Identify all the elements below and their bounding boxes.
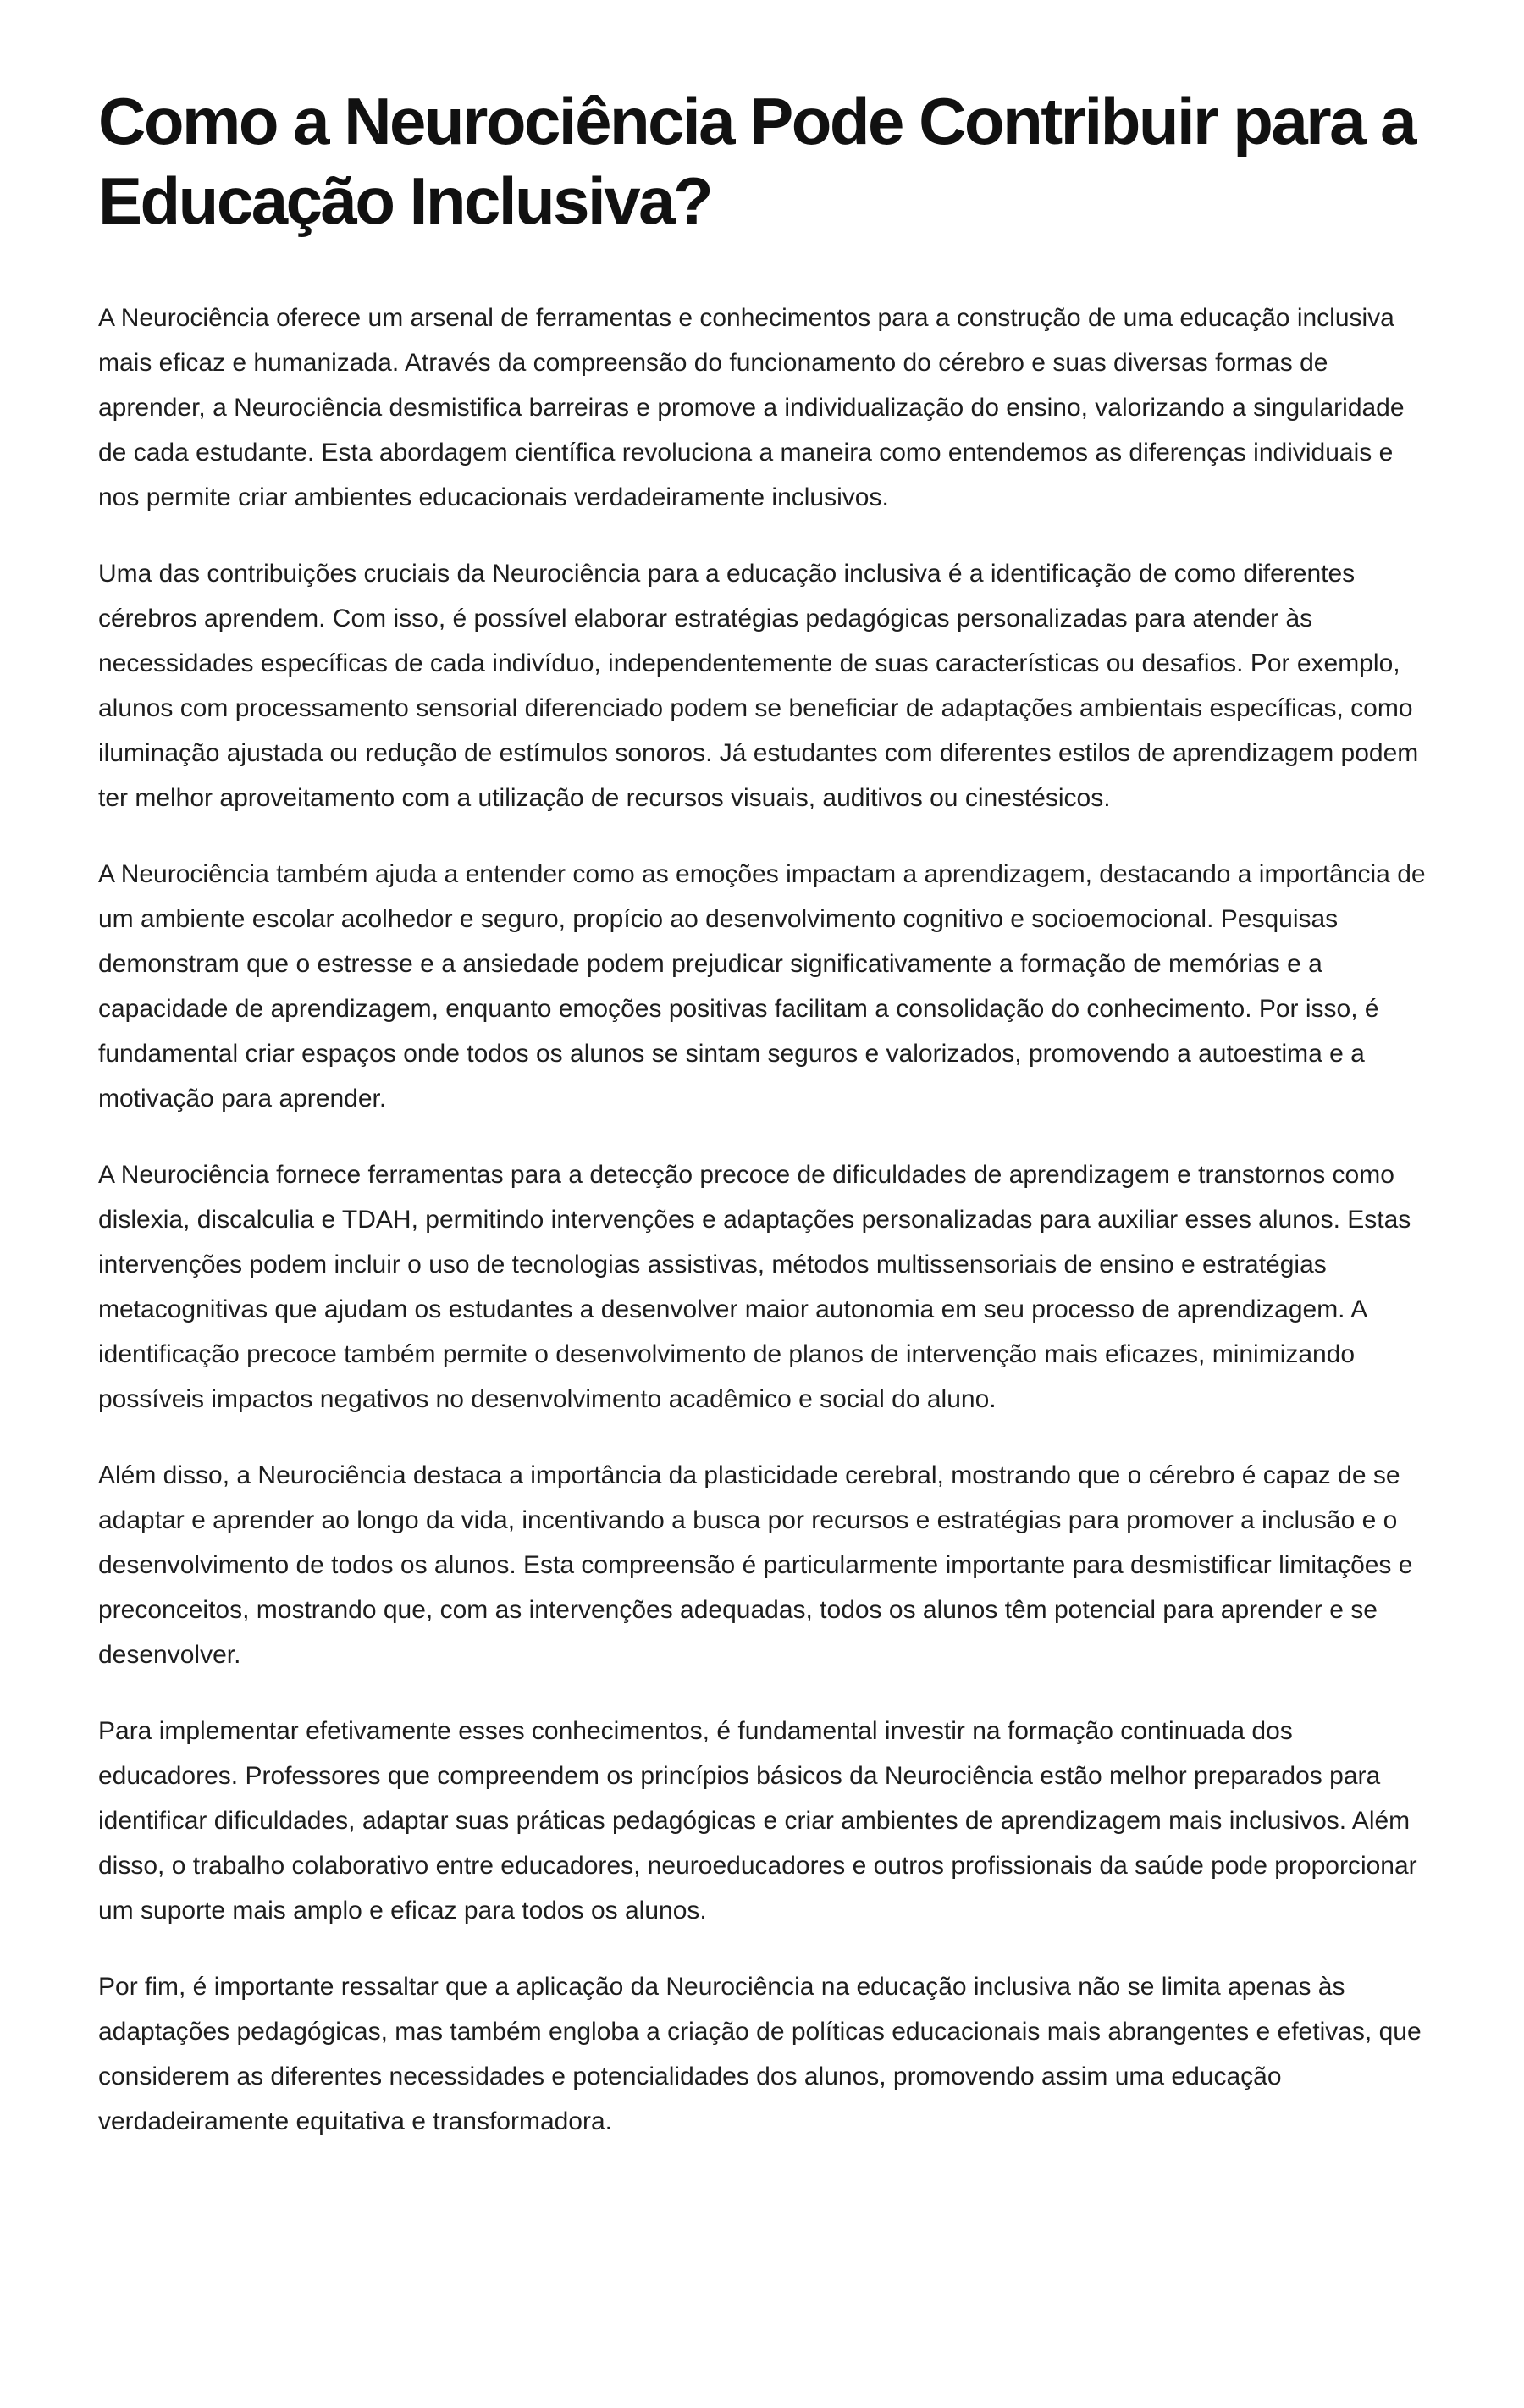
paragraph-3: A Neurociência também ajuda a entender como as emoções impactam a aprendizagem, destacando a importância de um ambiente escolar acolhedor e seguro, propício ao desenvolvimento cognitivo e socioemocional. Pesquisas demonstram que o estresse e a ansiedade podem prejudicar significativamente a formação de memórias e a capacidade de aprendizagem, enquanto emoções positivas facilitam a consolidação do conhecimento. Por isso, é fundamental criar espaços onde todos os alunos se sintam seguros e valorizados, promovendo a autoestima e a motivação para aprender. — [98, 860, 1426, 1113]
article — [98, 81, 1426, 2175]
paragraph-4: A Neurociência fornece ferramentas para a detecção precoce de dificuldades de aprendizagem e transtornos como dislexia, discalculia e TDAH, permitindo intervenções e adaptações personalizadas para auxiliar esses alunos. Estas intervenções podem incluir o uso de tecnologias assistivas, métodos multissensoriais de ensino e estratégias metacognitivas que ajudam os estudantes a desenvolver maior autonomia em seu processo de aprendizagem. A identificação precoce também permite o desenvolvimento de planos de intervenção mais eficazes, minimizando possíveis impactos negativos no desenvolvimento acadêmico e social do aluno. — [98, 1161, 1411, 1413]
paragraph-7: Por fim, é importante ressaltar que a aplicação da Neurociência na educação inclusiva não se limita apenas às adaptações pedagógicas, mas também engloba a criação de políticas educacionais mais abrangentes e efetivas, que considerem as diferentes necessidades e potencialidades dos alunos, promovendo assim uma educação verdadeiramente equitativa e transformadora. — [98, 1973, 1422, 2135]
paragraph-5: Além disso, a Neurociência destaca a importância da plasticidade cerebral, mostrando que o cérebro é capaz de se adaptar e aprender ao longo da vida, incentivando a busca por recursos e estratégias para promover a inclusão e o desenvolvimento de todos os alunos. Esta compreensão é particularmente importante para desmistificar limitações e preconceitos, mostrando que, com as intervenções adequadas, todos os alunos têm potencial para aprender e se desenvolver. — [98, 1461, 1413, 1669]
paragraph-1: A Neurociência oferece um arsenal de ferramentas e conhecimentos para a construção de uma educação inclusiva mais eficaz e humanizada. Através da compreensão do funcionamento do cérebro e suas diversas formas de aprender, a Neurociência desmistifica barreiras e promove a individualização do ensino, valorizando a singularidade de cada estudante. Esta abordagem científica revoluciona a maneira como entendemos as diferenças individuais e nos permite criar ambientes educacionais verdadeiramente inclusivos. — [98, 304, 1405, 511]
paragraph-2: Uma das contribuições cruciais da Neurociência para a educação inclusiva é a identificação de como diferentes cérebros aprendem. Com isso, é possível elaborar estratégias pedagógicas personalizadas para atender às necessidades específicas de cada indivíduo, independentemente de suas características ou desafios. Por exemplo, alunos com processamento sensorial diferenciado podem se beneficiar de adaptações ambientais específicas, como iluminação ajustada ou redução de estímulos sonoros. Já estudantes com diferentes estilos de aprendizagem podem ter melhor aproveitamento com a utilização de recursos visuais, auditivos ou cinestésicos. — [98, 560, 1419, 812]
page-title: Como a Neurociência Pode Contribuir para a Educação Inclusiva? — [98, 84, 1416, 238]
paragraph-6: Para implementar efetivamente esses conhecimentos, é fundamental investir na formação continuada dos educadores. Professores que compreendem os princípios básicos da Neurociência estão melhor preparados para identificar dificuldades, adaptar suas práticas pedagógicas e criar ambientes de aprendizagem mais inclusivos. Além disso, o trabalho colaborativo entre educadores, neuroeducadores e outros profissionais da saúde pode proporcionar um suporte mais amplo e eficaz para todos os alunos. — [98, 1717, 1417, 1925]
